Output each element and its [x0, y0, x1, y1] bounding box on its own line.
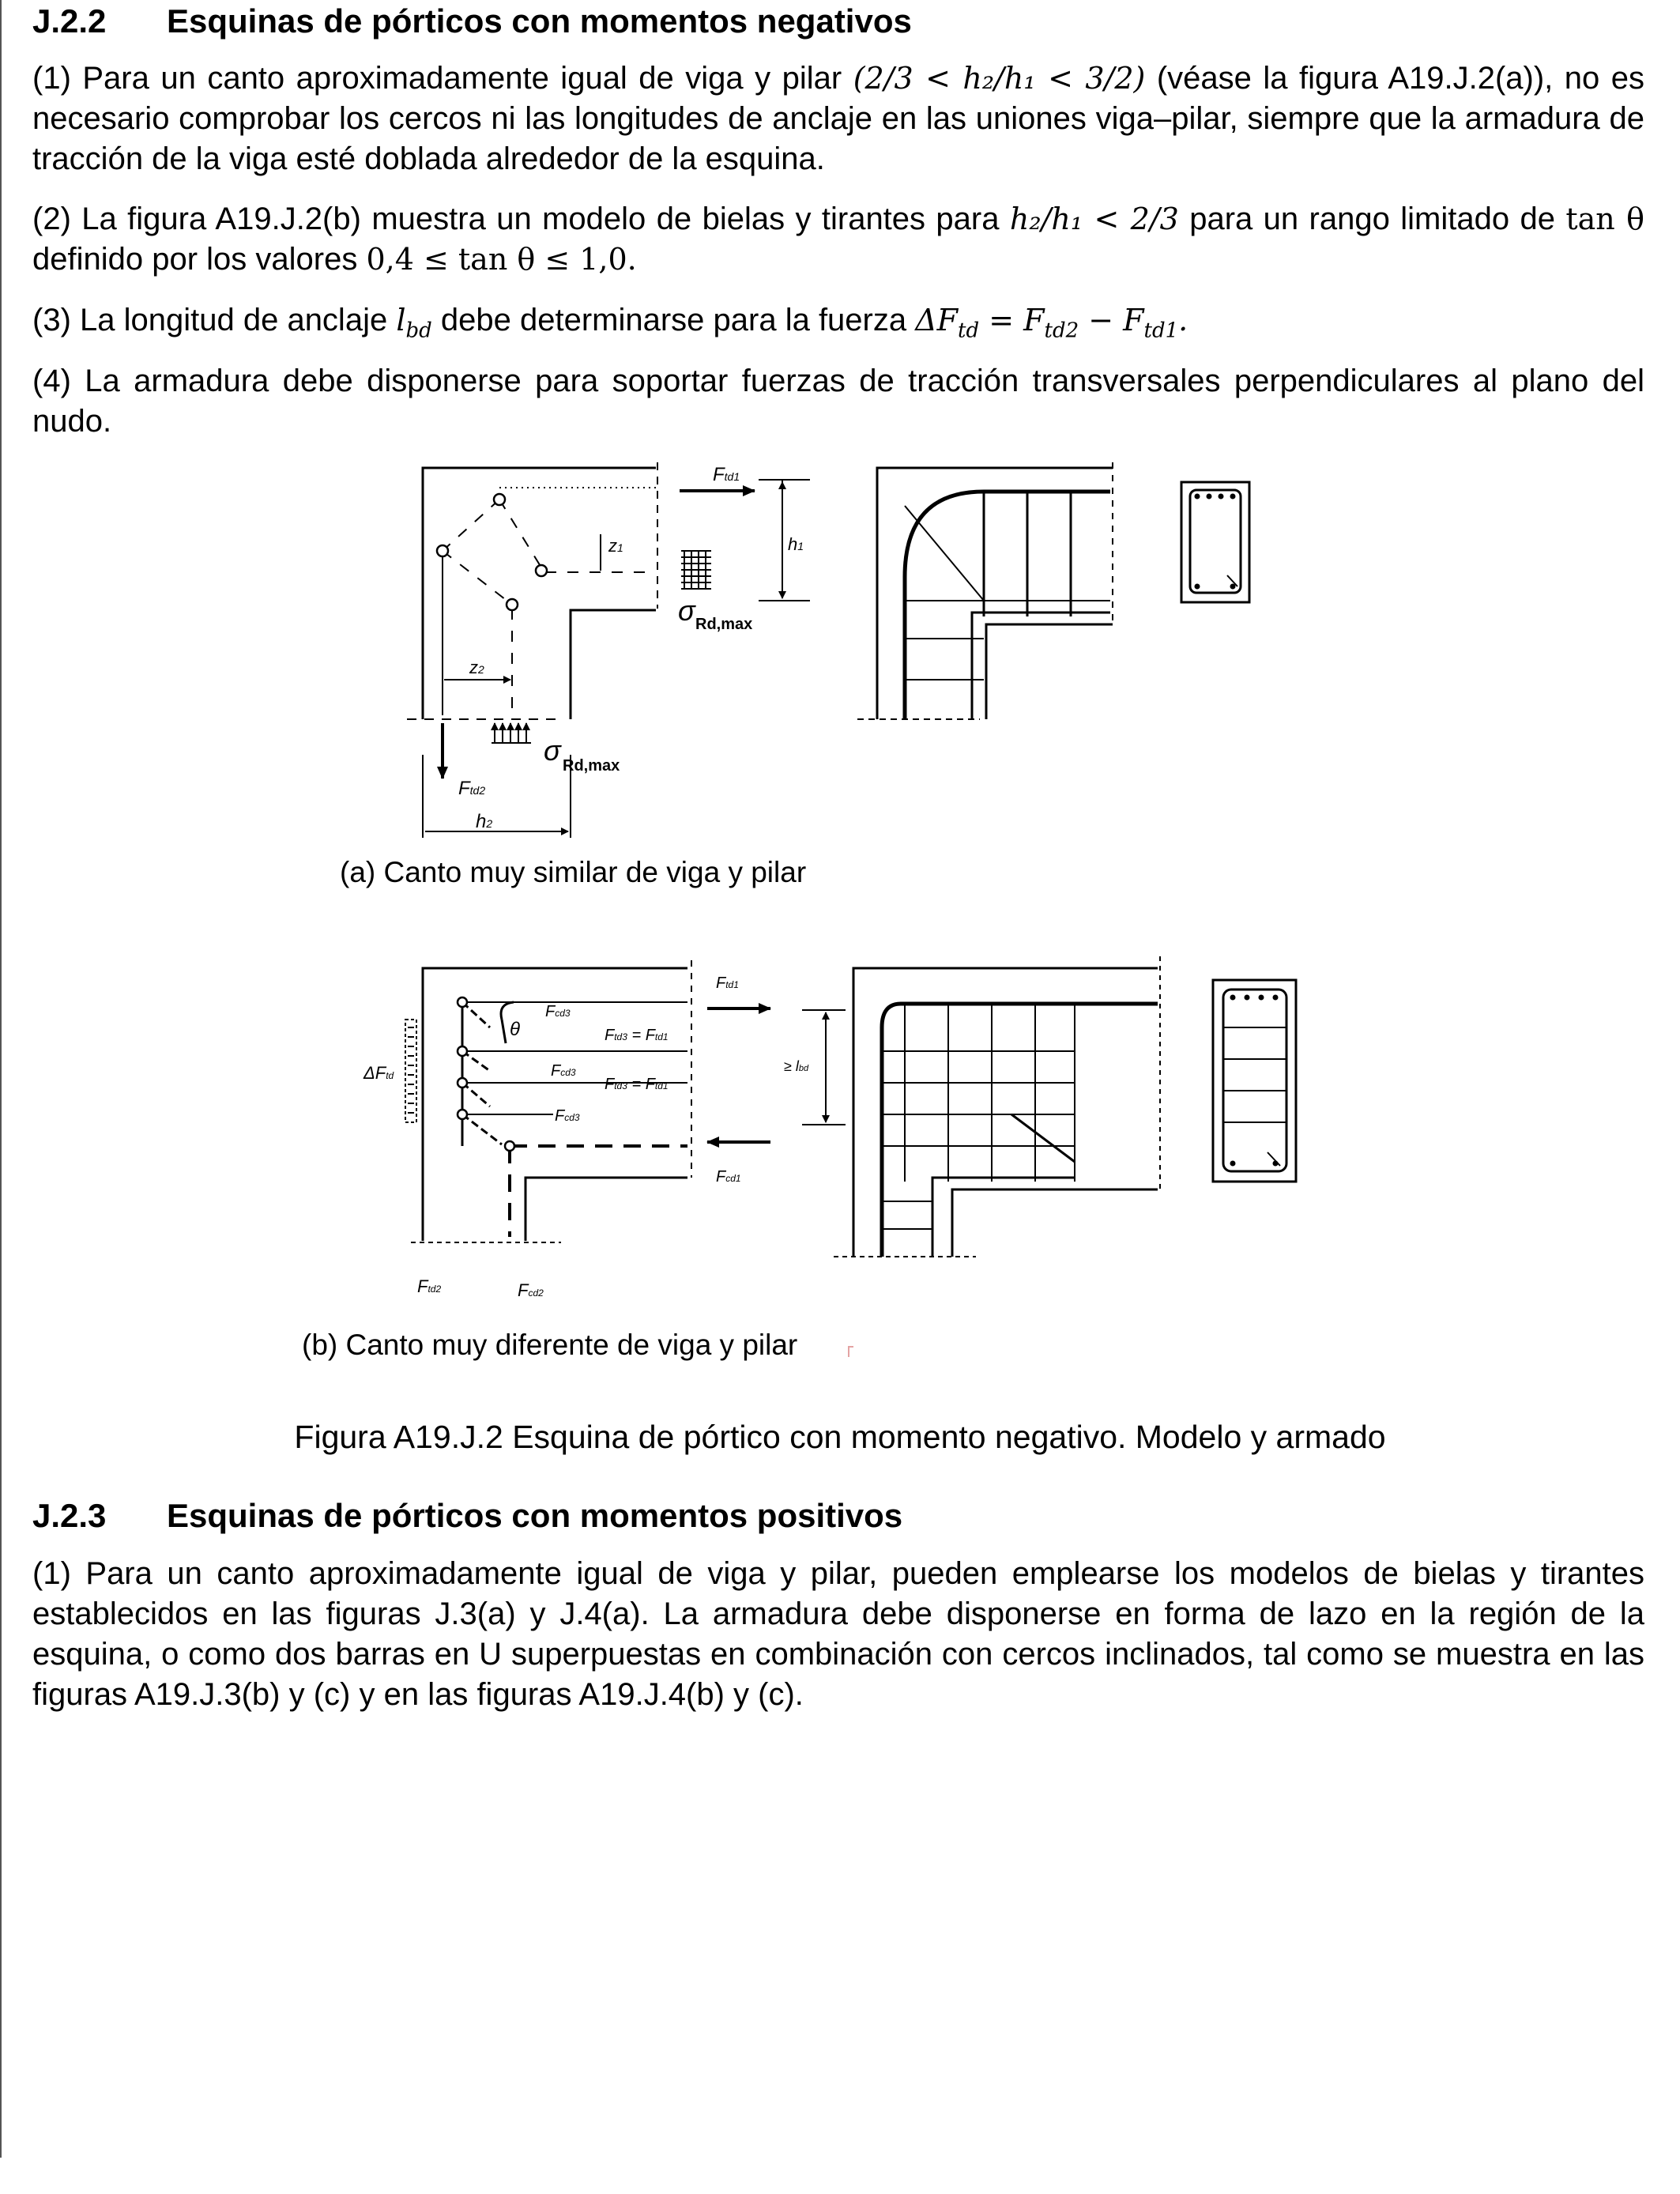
label-sigma-a2-sub: Rd,max: [563, 757, 620, 775]
section-title: Esquinas de pórticos con momentos negativos: [167, 2, 912, 40]
p3-text-b: debe determinarse para la fuerza: [431, 303, 916, 337]
paragraph-j23-1: (1) Para un canto aproximadamente igual de viga y pilar, pueden emplearse los modelos de bielas y tirantes establecidos en las figuras J.3(a) y J.4(a). La armadura debe disponerse en forma de lazo en la región de la esquina, o como dos barras en U superpuestas en combinación con cercos inclinados, tal como se muestra en las figuras A19.J.3(b) y (c) y en las figuras A19.J.4(b) y (c).: [32, 1556, 1644, 1712]
p2-text-c: definido por los valores: [32, 242, 367, 277]
label-h1: h1: [788, 534, 804, 554]
figure-a-frame-outline: [423, 468, 656, 721]
ftd1-symbol: − F: [1079, 303, 1144, 337]
p2-text-a: (2) La figura A19.J.2(b) muestra un modelo de bielas y tirantes para: [32, 202, 1010, 236]
figure-b-section: [1213, 980, 1296, 1182]
p3-text-a: (3) La longitud de anclaje: [32, 303, 397, 337]
p2-text-b: para un rango limitado de: [1178, 202, 1566, 236]
label-fcd3-b3: Fcd3: [555, 1107, 580, 1125]
label-ftd3-eq-1: Ftd3 = Ftd1: [605, 1027, 669, 1044]
ftd2-sub: td2: [1044, 319, 1079, 343]
stray-mark: [849, 1347, 853, 1357]
label-sigma-a1-sub: Rd,max: [695, 616, 753, 633]
section-number: J.2.2: [32, 2, 107, 40]
ftd2-symbol: = F: [979, 303, 1045, 337]
label-sigma-a1: σ: [678, 594, 695, 627]
lbd-symbol: l: [396, 303, 406, 337]
figure-a-caption: (a) Canto muy similar de viga y pilar: [340, 856, 807, 888]
label-ftd1-b: Ftd1: [716, 974, 739, 992]
figure-a-section: [1181, 482, 1249, 602]
p1-text-b: (véase la figura A19.J.2(a)), no es necesario comprobar los cercos ni las longitudes de anclaje en las uniones viga–pilar, siempre que la armadura de tracción de la viga esté doblada alrededor de la esquina.: [32, 61, 1644, 176]
figure-b-caption: (b) Canto muy diferente de viga y pilar: [302, 1329, 798, 1361]
p1-math: (2/3 < h₂/h₁ < 3/2): [853, 61, 1146, 96]
label-fcd3-b2: Fcd3: [551, 1062, 576, 1080]
ftd1-sub: td1: [1143, 319, 1179, 343]
paragraph-4: (4) La armadura debe disponerse para soportar fuerzas de tracción transversales perpendiculares al plano del nudo.: [32, 364, 1644, 439]
label-z1: z1: [608, 536, 623, 556]
section-number-j23: J.2.3: [32, 1497, 107, 1534]
label-ftd2-a: Ftd2: [458, 778, 486, 799]
label-ftd3-eq-2: Ftd3 = Ftd1: [605, 1076, 669, 1093]
label-lbd: ≥ lbd: [784, 1058, 809, 1074]
label-delta-ftd: ΔFtd: [363, 1063, 394, 1083]
p2-math-1: h₂/h₁ < 2/3: [1009, 202, 1179, 236]
p1-text-a: (1) Para un canto aproximadamente igual de viga y pilar: [32, 61, 853, 96]
label-ftd2-b: Ftd2: [417, 1276, 442, 1296]
p3-period: .: [1178, 303, 1188, 337]
delta-f: ΔF: [915, 303, 959, 337]
section-heading-j23: [32, 1496, 902, 1536]
figure-b-reinforcement: [834, 956, 1160, 1257]
label-sigma-a2: σ: [544, 734, 561, 767]
p2-math-2: tan θ: [1565, 202, 1645, 236]
label-ftd1-a: Ftd1: [713, 464, 740, 485]
label-fcd3-b1: Fcd3: [545, 1003, 571, 1020]
p2-math-3: 0,4 ≤ tan θ ≤ 1,0.: [366, 242, 637, 277]
label-z2: z2: [469, 658, 484, 677]
label-fcd2-b: Fcd2: [518, 1280, 544, 1300]
label-fcd1-b: Fcd1: [716, 1168, 741, 1186]
figure-a-reinforcement: [857, 462, 1113, 719]
section-title-j23: Esquinas de pórticos con momentos positivos: [167, 1497, 903, 1534]
label-theta: θ: [510, 1019, 521, 1040]
figure-caption: Figura A19.J.2 Esquina de pórtico con momento negativo. Modelo y armado: [294, 1419, 1386, 1455]
delta-f-sub: td: [958, 319, 980, 343]
label-h2: h2: [476, 811, 493, 832]
lbd-subscript: bd: [405, 319, 432, 343]
